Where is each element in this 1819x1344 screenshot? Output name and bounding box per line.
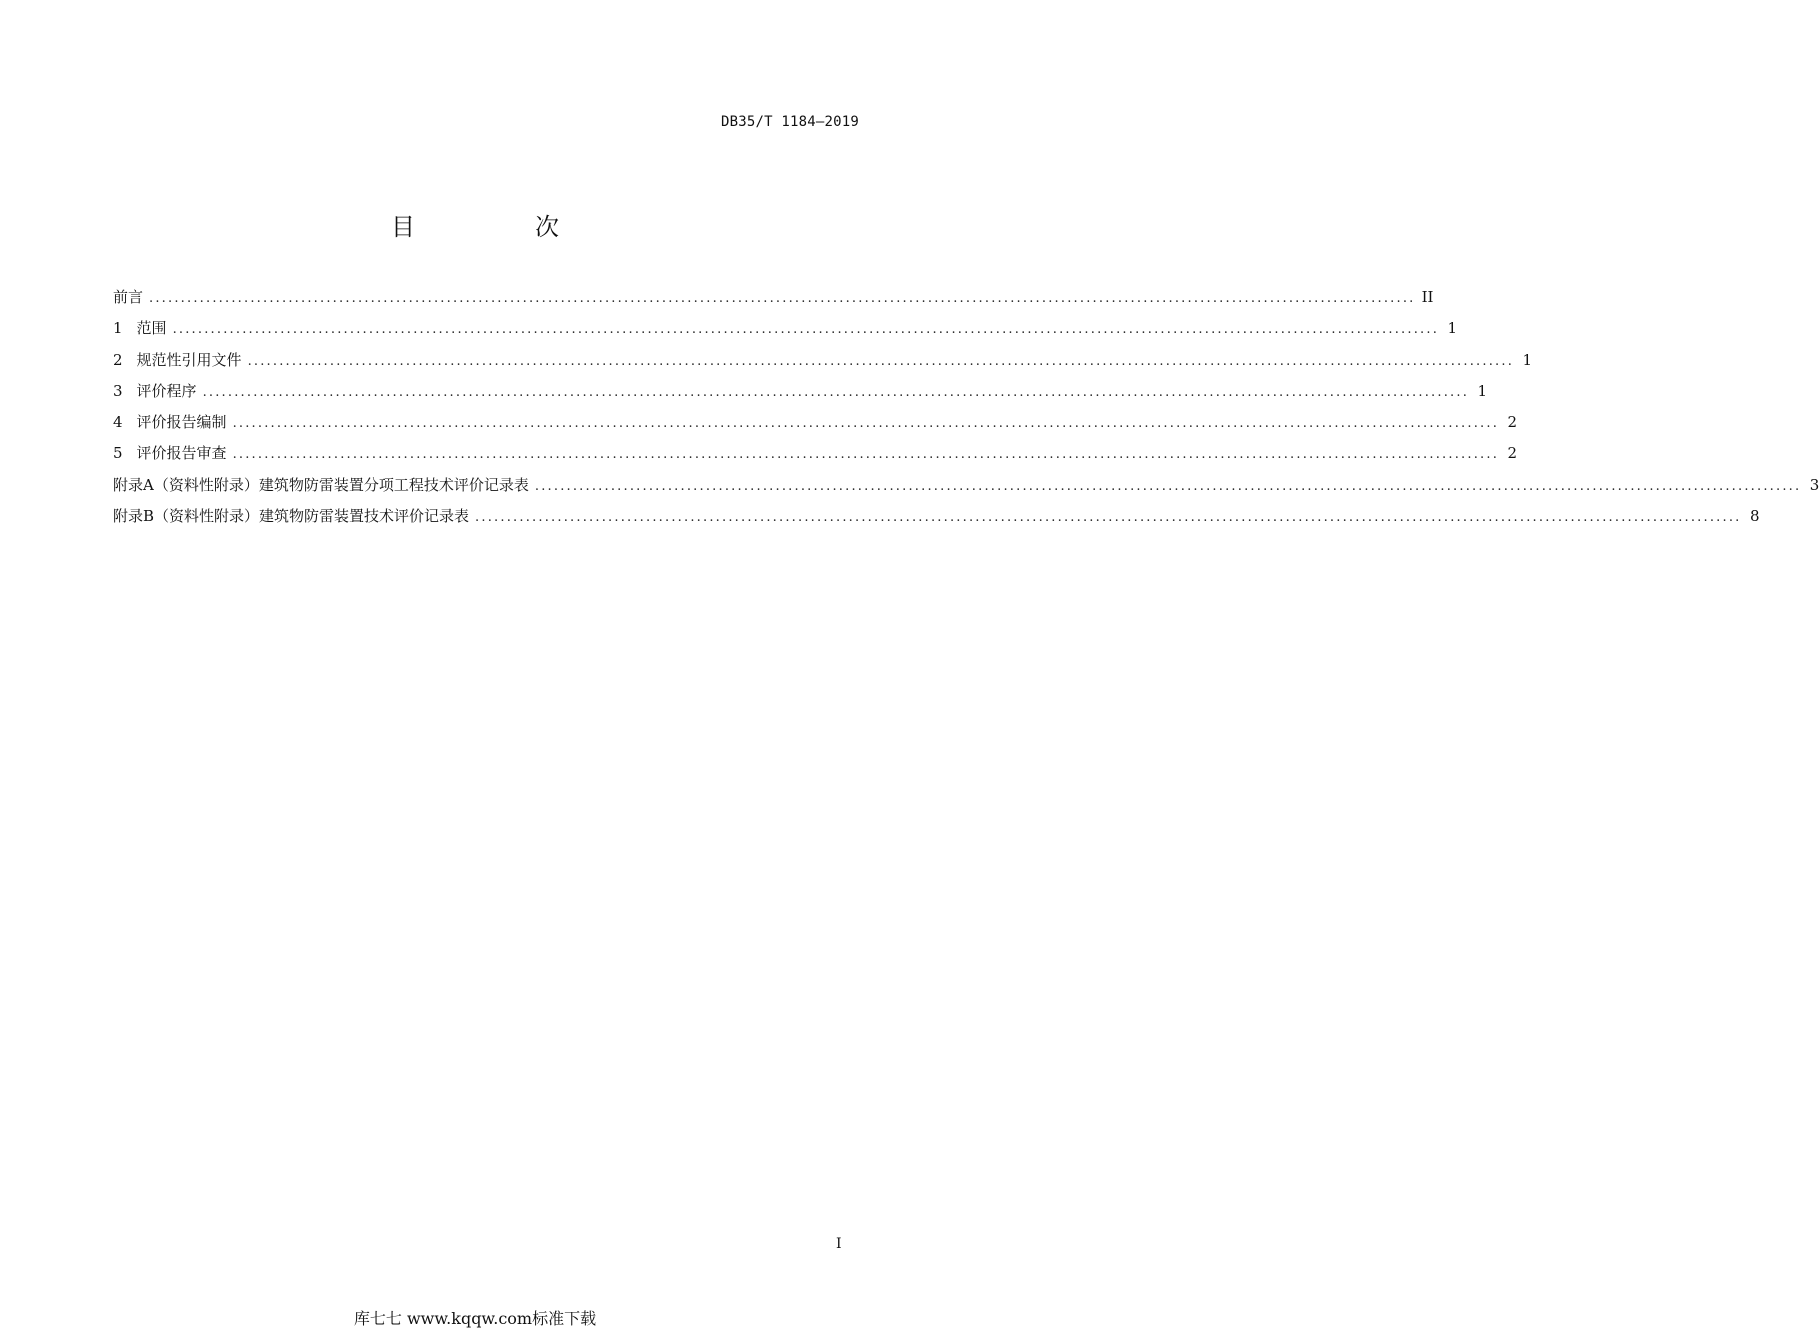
- toc-entry-sublabel: 建筑物防雷装置分项工程技术评价记录表: [258, 475, 529, 494]
- toc-entry-label: 附录B（资料性附录）: [113, 507, 260, 526]
- toc-entry-number: 1: [113, 319, 123, 338]
- dot-leader: ........................................................................................................................................................................................................: [202, 384, 1470, 400]
- dot-leader: ........................................................................................................................................................................................................: [232, 416, 1500, 432]
- dot-leader: ........................................................................................................................................................................................................: [232, 447, 1500, 463]
- dot-leader: ........................................................................................................................................................................................................: [475, 510, 1742, 526]
- toc-entry-number: 4: [113, 413, 123, 432]
- toc-entry-scope[interactable]: [113, 313, 1458, 344]
- toc-entry-report-compilation[interactable]: [113, 407, 1518, 438]
- toc-entry-page: 8: [1749, 507, 1760, 526]
- toc-entry-number: 2: [113, 350, 123, 369]
- table-of-contents: [113, 282, 1819, 532]
- dot-leader: ........................................................................................................................................................................................................: [149, 291, 1416, 306]
- toc-entry-number: 3: [113, 381, 123, 400]
- toc-entry-evaluation-procedure[interactable]: [113, 376, 1488, 407]
- toc-entry-appendix-b[interactable]: [113, 501, 1760, 532]
- toc-entry-page: 1: [1477, 381, 1488, 400]
- toc-entry-label: 规范性引用文件: [136, 350, 242, 369]
- dot-leader: ........................................................................................................................................................................................................: [534, 478, 1802, 494]
- page-number: I: [836, 1236, 842, 1252]
- toc-entry-label: 附录A（资料性附录）: [113, 475, 259, 494]
- toc-entry-page: 2: [1507, 413, 1518, 432]
- toc-entry-page: 3: [1809, 475, 1819, 494]
- toc-entry-sublabel: 建筑物防雷装置技术评价记录表: [259, 507, 470, 526]
- dot-leader: ........................................................................................................................................................................................................: [172, 322, 1440, 338]
- toc-entry-page: 1: [1522, 350, 1533, 369]
- footer-watermark: 库七七 www.kqqw.com标准下载: [353, 1309, 597, 1328]
- toc-entry-page: 1: [1447, 319, 1458, 338]
- toc-entry-page: 2: [1507, 444, 1518, 463]
- toc-entry-label: 范围: [136, 319, 167, 338]
- dot-leader: ........................................................................................................................................................................................................: [247, 353, 1515, 369]
- toc-title: 目 次: [391, 213, 607, 241]
- toc-entry-normative-references[interactable]: [113, 345, 1533, 376]
- toc-entry-report-review[interactable]: [113, 438, 1518, 469]
- toc-entry-foreword[interactable]: [113, 282, 1434, 313]
- toc-entry-label: 评价程序: [136, 381, 197, 400]
- toc-entry-label: 前言: [113, 288, 144, 306]
- toc-entry-label: 评价报告编制: [136, 413, 227, 432]
- toc-entry-page: II: [1421, 288, 1434, 306]
- document-code: DB35/T 1184—2019: [720, 114, 859, 130]
- toc-entry-appendix-a[interactable]: [113, 470, 1819, 501]
- toc-entry-label: 评价报告审查: [136, 444, 227, 463]
- toc-entry-number: 5: [113, 444, 123, 463]
